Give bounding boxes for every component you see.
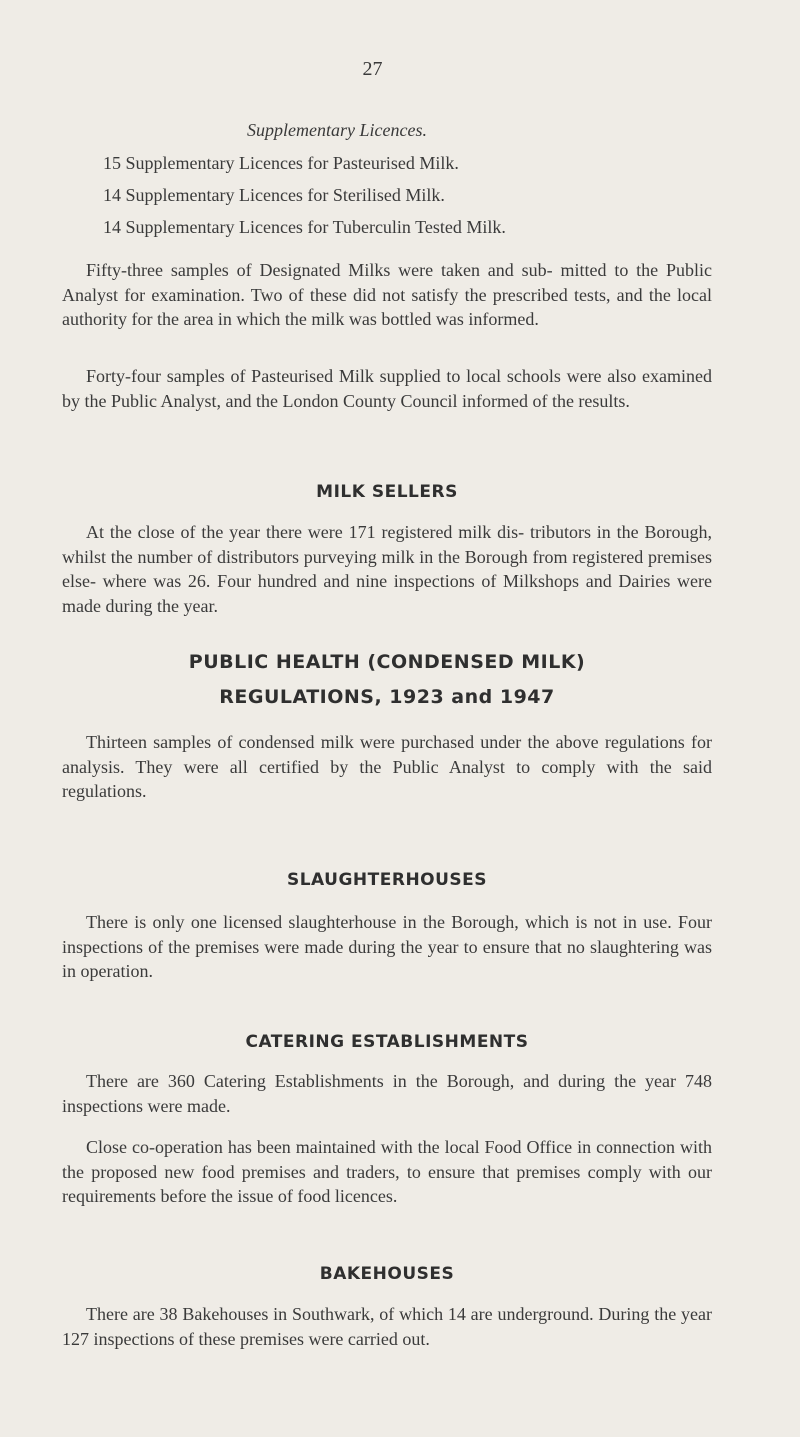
condensed-milk-heading-line2: REGULATIONS, 1923 and 1947 [219, 686, 555, 708]
designated-milks-paragraph: Fifty-three samples of Designated Milks were taken and sub- mitted to the Public Analyst for examination. Two of these did not satisfy the prescribed tests, and the local authority for the area in which the milk was bottled was informed. [62, 260, 712, 329]
catering-heading: CATERING ESTABLISHMENTS [245, 1032, 529, 1052]
catering-paragraph-1: There are 360 Catering Establishments in the Borough, and during the year 748 inspections were made. [62, 1071, 712, 1116]
bakehouses-heading: BAKEHOUSES [319, 1264, 455, 1284]
slaughterhouses-heading: SLAUGHTERHOUSES [286, 870, 488, 890]
condensed-milk-paragraph: Thirteen samples of condensed milk were purchased under the above regulations for analysis. They were all certified by the Public Analyst to comply with the said regulations. [62, 732, 712, 801]
licence-line-sterilised: 14 Supplementary Licences for Sterilised Milk. [103, 185, 445, 205]
page-number: 27 [362, 58, 383, 80]
bakehouses-paragraph: There are 38 Bakehouses in Southwark, of which 14 are underground. During the year 127 inspections of these premises were carried out. [62, 1304, 712, 1349]
catering-paragraph-2: Close co-operation has been maintained with the local Food Office in connection with the proposed new food premises and traders, to ensure that premises comply with our requirements before the issue of food licences. [62, 1137, 712, 1206]
condensed-milk-heading-line1: PUBLIC HEALTH (CONDENSED MILK) [188, 651, 586, 673]
slaughterhouses-paragraph: There is only one licensed slaughterhouse in the Borough, which is not in use. Four inspections of the premises were made during the year to ensure that no slaughtering was in operation. [62, 912, 712, 981]
supplementary-licences-title: Supplementary Licences. [247, 120, 427, 140]
milk-sellers-heading: MILK SELLERS [316, 482, 458, 502]
school-milk-paragraph: Forty-four samples of Pasteurised Milk supplied to local schools were also examined by the Public Analyst, and the London County Council informed of the results. [62, 366, 712, 411]
licence-line-tuberculin: 14 Supplementary Licences for Tuberculin Tested Milk. [103, 217, 506, 237]
licence-line-pasteurised: 15 Supplementary Licences for Pasteurised Milk. [103, 153, 459, 173]
milk-sellers-paragraph: At the close of the year there were 171 registered milk dis- tributors in the Borough, whilst the number of distributors purveying milk in the Borough from registered premises else- where was 26. Four hundred and nine inspections of Milkshops and Dairies were made during the year. [62, 522, 712, 616]
